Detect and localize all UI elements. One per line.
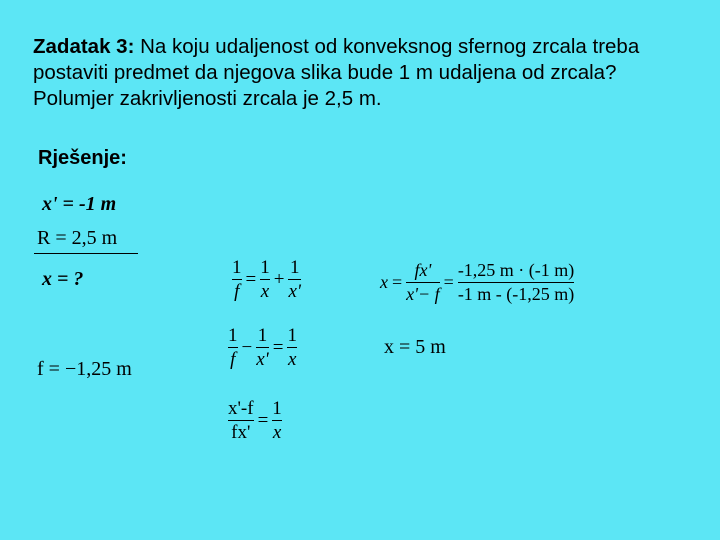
given-radius: R = 2,5 m [37,227,118,249]
given-image-distance: x' = -1 m [42,193,117,215]
problem-text: Na koju udaljenost od konveksnog sfernog zrcala treba postaviti predmet da njegova slika bude 1 m udaljena od zrcala? Polumjer zakrivljenosti zrcala je 2,5 m. [33,35,640,110]
given-separator [34,253,138,254]
unknown-x: x = ? [42,268,84,290]
problem-statement [33,34,703,112]
rearranged-equation: $\frac{1}{f}$ − $\frac{1}{x'}$ = $\frac{1}{x}$ [228,325,297,370]
result: x = 5 m [384,336,446,358]
combined-equation: $\frac{x'-f}{fx'}$ = $\frac{1}{x}$ [228,398,282,443]
solution-label: Rješenje: [38,147,127,169]
solution-equation: x = $\frac{fx'}{x'- f}$ = $\frac{-1,25 m \cdot (-1 m)}{-1 m - (-1,25 m)}$ [380,260,575,304]
lens-equation: $\frac{1}{f}$ = $\frac{1}{x}$ + $\frac{1}{x'}$ [232,257,301,302]
focal-length: f = −1,25 m [37,358,132,380]
problem-heading: Zadatak 3: [33,35,135,58]
